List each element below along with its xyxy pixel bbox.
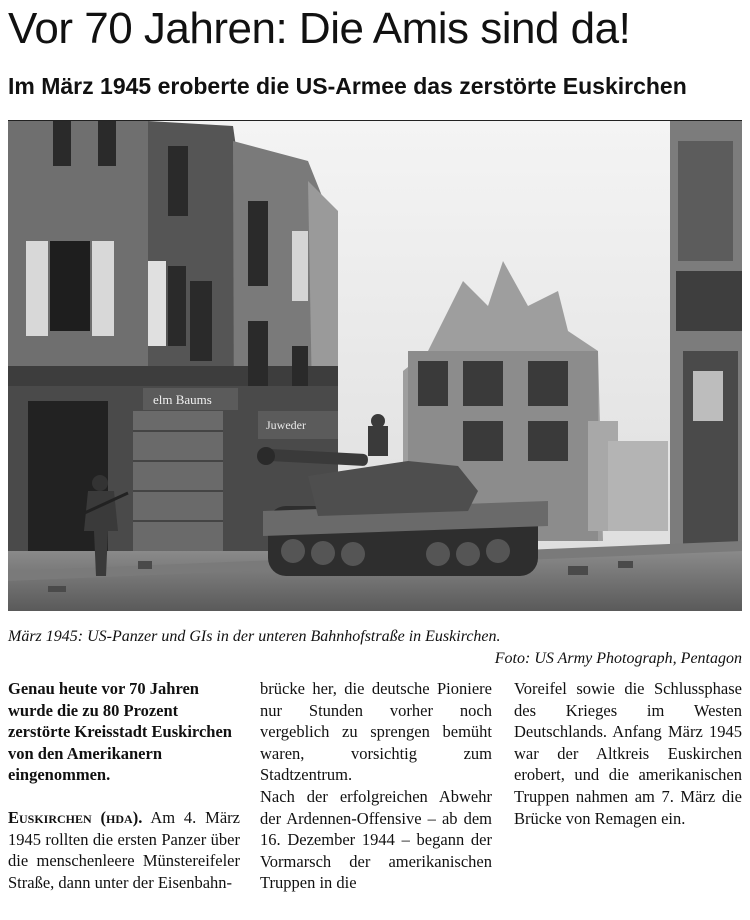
body-paragraph-3: Nach der erfolgreichen Abwehr der Ardennen-Offensive – ab dem 16. Dezember 1944 – begann der Vormarsch der amerikanischen Truppen in die <box>260 786 492 893</box>
headline: Vor 70 Jahren: Die Amis sind da! <box>8 4 631 53</box>
lead-paragraph: Genau heute vor 70 Jahren wurde die zu 80 Prozent zerstörte Kreisstadt Euskirchen von den Amerikanern eingenommen. <box>8 679 232 785</box>
body-paragraph-1 <box>8 807 240 893</box>
body-paragraph-4: Voreifel sowie die Schlussphase des Krieges im Westen Deutschlands. Anfang März 1945 war der Altkreis Euskirchen erobert, und die amerikanischen Truppen nahmen am 7. März die Brücke von Remagen ein. <box>514 679 742 828</box>
photo-caption: März 1945: US-Panzer und GIs in der unteren Bahnhofstraße in Euskirchen. <box>8 628 501 645</box>
column-3 <box>514 678 742 829</box>
right-building <box>670 121 742 571</box>
article-photo <box>8 120 742 611</box>
shop-sign-1: elm Baums <box>153 392 212 407</box>
shop-sign-2: Juweder <box>266 418 306 432</box>
column-2 <box>260 678 492 894</box>
dateline: Euskirchen (hda). <box>8 807 143 827</box>
body-paragraph-2: brücke her, die deutsche Pioniere nur Stunden vorher noch vergeblich zu sprengen bemüht waren, vorsichtig zum Stadtzentrum. <box>260 679 492 785</box>
column-1 <box>8 678 240 893</box>
body-text-1: Am 4. März 1945 rollten die ersten Panzer über die menschenleere Münstereifeler Straße, dann unter der Eisenbahn- <box>8 807 240 892</box>
subheadline: Im März 1945 eroberte die US-Armee das zerstörte Euskirchen <box>8 73 687 99</box>
left-building <box>8 121 338 561</box>
photo-credit: Foto: US Army Photograph, Pentagon <box>494 650 742 667</box>
